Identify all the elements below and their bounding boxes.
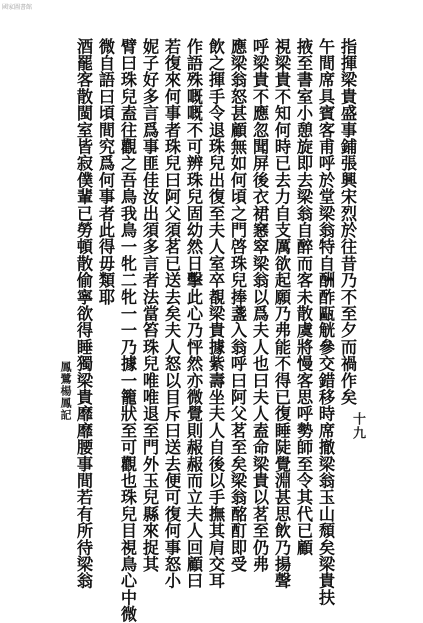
text-column-11: 臂曰珠兒盍往觀之吾鳥我鳥一牝二牝一一乃據一籠狀至可觀也珠兒目視鳥心中微	[118, 38, 137, 623]
text-column-12: 微自語曰頃間究爲何事者此得毋類耶	[96, 38, 115, 306]
text-column-8: 作語殊嘅嘅不可辨珠兒固幼然日擊此心乃怦然亦微覺則赧赧而立夫人回顧曰	[184, 38, 203, 590]
book-title-footer: 鳳鷺楊鳳記	[59, 361, 72, 421]
text-column-3: 掖至書室小憩旋即去梁翁自醉而客未散虞將慢客思呼勢師至令其代已顧	[294, 38, 313, 556]
text-column-2: 午間席具賓客甫呼於堂梁翁特自酬酢甌觥參交錯移時席撤梁翁玉山頹矣梁貴扶	[316, 38, 335, 606]
text-column-5: 呼梁貴不應忽聞屏後衣裙窸窣梁翁以爲夫人也曰夫人盍命梁貴以茗至仍弗	[250, 38, 269, 573]
vertical-text-block	[74, 38, 358, 623]
text-column-6: 應梁翁怒甚顧無如何頃之門啓珠兒捧盞入翁呼曰阿父茗至矣梁翁酩酊即受	[228, 38, 247, 573]
text-column-10: 妮子好多言爲事匪佳汝出須多言者法當笞珠兒唯唯退至門外玉兒縣來捉其	[140, 38, 159, 573]
page-number: 十九	[350, 412, 365, 440]
text-column-13: 酒罷客散閩室皆寂僕輩已勞頓散偷寧欲得睡獨梁貴靡靡腰事間若有所待梁翁	[74, 38, 93, 590]
text-column-1: 指揮梁貴盛事鋪張興宋烈於往昔乃不至夕而禍作矣	[338, 38, 357, 406]
library-watermark: 國家圖書館	[2, 4, 33, 11]
text-column-4: 視梁貴不知何時已去力自支厲欲起願乃弗能不得已復睡陡覺淵甚思飲乃揚聲	[272, 38, 291, 590]
text-column-9: 若復來何事者珠兒曰阿父須茗已送去矣夫人怒以目斥曰送去便可復何事怒小	[162, 38, 181, 590]
text-column-7: 飲之揮手令退珠兒出復至夫人室卒覩梁貴據紫壽坐夫人自後以手撫其肩交耳	[206, 38, 225, 590]
